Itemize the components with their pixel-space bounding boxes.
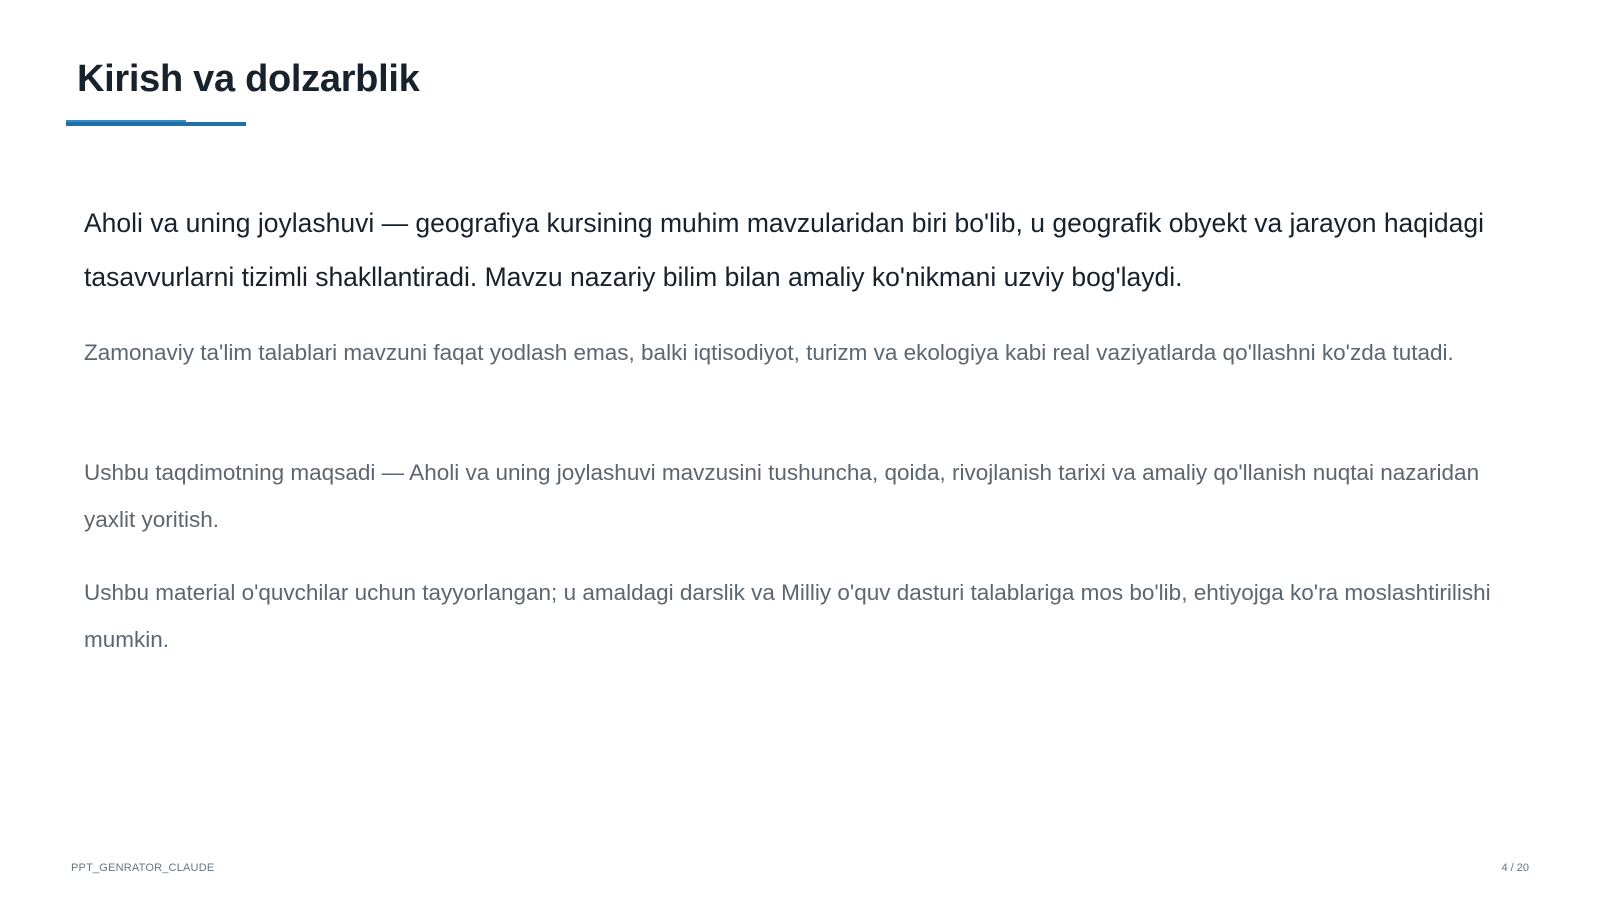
title-underline-accent xyxy=(66,120,186,122)
slide-title: Kirish va dolzarblik xyxy=(77,58,420,100)
body-paragraph: Ushbu material o'quvchilar uchun tayyorlangan; u amaldagi darslik va Milliy o'quv dasturi talablariga mos bo'lib, ehtiyojga ko'ra moslashtirilishi mumkin. xyxy=(84,580,1491,652)
body-paragraph: Ushbu taqdimotning maqsadi — Aholi va uning joylashuvi mavzusini tushuncha, qoida, rivojlanish tarixi va amaliy qo'llanish nuqtai nazaridan yaxlit yoritish. xyxy=(84,460,1480,532)
footer-label: PPT_GENRATOR_CLAUDE xyxy=(71,862,215,874)
page-indicator: 4 / 20 xyxy=(1501,862,1529,874)
body-paragraph: Zamonaviy ta'lim talablari mavzuni faqat yodlash emas, balki iqtisodiyot, turizm va ekologiya kabi real vaziyatlarda qo'llashni ko'zda tutadi. xyxy=(84,340,1454,365)
title-underline xyxy=(66,122,246,126)
lead-paragraph: Aholi va uning joylashuvi — geografiya kursining muhim mavzularidan biri bo'lib, u geografik obyekt va jarayon haqidagi tasavvurlarni tizimli shakllantiradi. Mavzu nazariy bilim bilan amaliy ko'nikmani uzviy bog'laydi. xyxy=(84,208,1485,292)
